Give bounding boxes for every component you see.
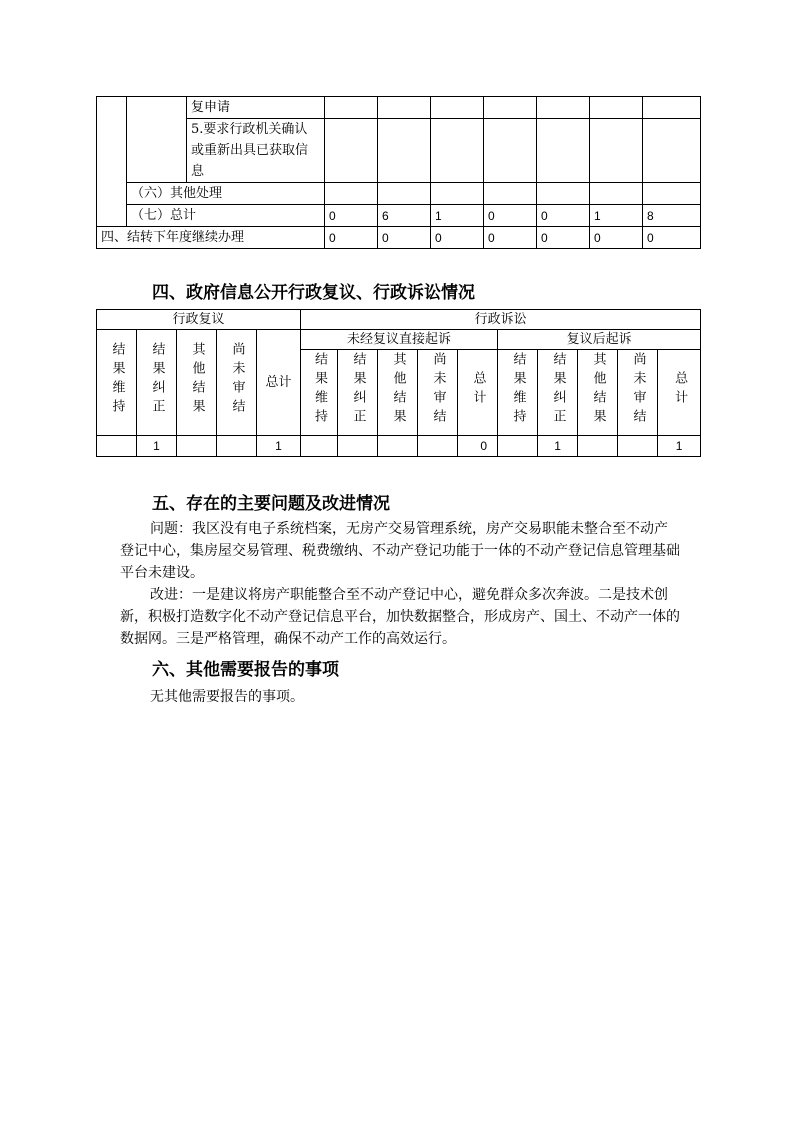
row-label: 5.要求行政机关确认或重新出具已获取信息 <box>187 119 325 183</box>
disclosure-summary-table <box>96 96 701 249</box>
problem-paragraph: 问题：我区没有电子系统档案，无房产交易管理系统，房产交易职能未整合至不动产登记中心，集房屋交易管理、税费缴纳、不动产登记功能于一体的不动产登记信息管理基础平台未建设。 <box>120 521 680 581</box>
section-5-heading: 五、存在的主要问题及改进情况 <box>152 494 390 514</box>
other-matters-paragraph: 无其他需要报告的事项。 <box>150 689 304 705</box>
column-header: 结果纠正 <box>149 342 165 418</box>
column-header: 总计 <box>257 330 301 436</box>
column-header: 结果纠正 <box>350 352 366 428</box>
column-header: 其他结果 <box>189 342 205 418</box>
column-header: 尚未审结 <box>430 352 446 428</box>
review-litigation-table <box>96 309 701 457</box>
column-header: 结果维持 <box>312 352 328 428</box>
section-6-heading: 六、其他需要报告的事项 <box>152 660 339 680</box>
litigation-group-header: 行政诉讼 <box>301 310 701 330</box>
section-4-heading: 四、政府信息公开行政复议、行政诉讼情况 <box>152 283 475 303</box>
column-header: 总计 <box>470 371 486 409</box>
table-row <box>97 119 701 183</box>
direct-suit-header: 未经复议直接起诉 <box>301 330 498 350</box>
row-label: （七）总计 <box>127 205 325 227</box>
row-label: 复申请 <box>187 97 325 119</box>
column-header: 其他结果 <box>390 352 406 428</box>
row-label: 四、结转下年度继续办理 <box>97 227 325 249</box>
column-header: 结果维持 <box>109 342 125 418</box>
table-row <box>97 183 701 205</box>
row-label: （六）其他处理 <box>127 183 325 205</box>
column-header: 总计 <box>672 371 688 409</box>
table-row: 四、结转下年度继续办理 0 0 0 0 0 0 0 <box>97 227 701 249</box>
table-row <box>97 97 701 119</box>
table-row: （七）总计 0 6 1 0 0 1 8 <box>97 205 701 227</box>
column-header: 尚未审结 <box>229 342 245 418</box>
after-review-header: 复议后起诉 <box>498 330 701 350</box>
column-header: 结果维持 <box>510 352 526 428</box>
column-header: 尚未审结 <box>630 352 646 428</box>
column-header: 其他结果 <box>590 352 606 428</box>
column-header: 结果纠正 <box>550 352 566 428</box>
review-group-header: 行政复议 <box>97 310 301 330</box>
improvement-paragraph: 改进：一是建议将房产职能整合至不动产登记中心，避免群众多次奔波。二是技术创新，积极打造数字化不动产登记信息平台，加快数据整合，形成房产、国土、不动产一体的数据网。三是严格管理，确保不动产工作的高效运行。 <box>120 587 680 647</box>
table-row: 1 1 0 1 1 <box>97 436 701 457</box>
